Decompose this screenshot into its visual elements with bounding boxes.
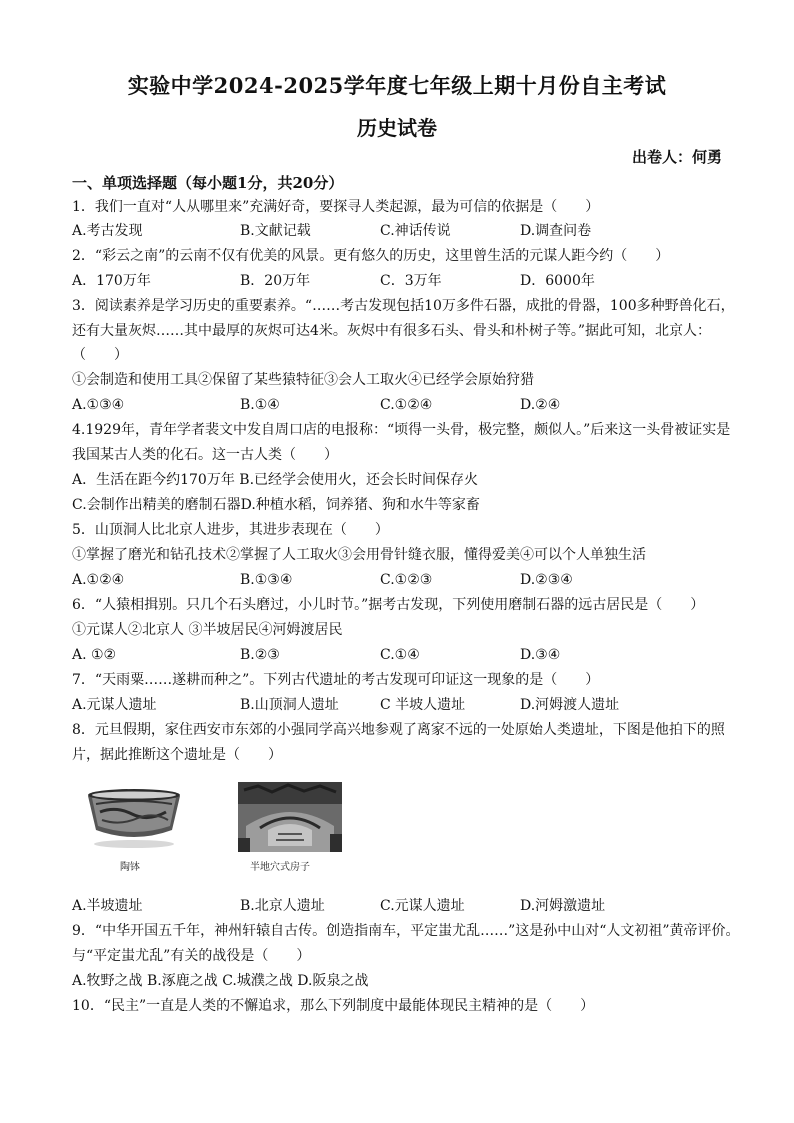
option-a: A.①②④	[72, 572, 125, 588]
pottery-bowl-caption: 陶钵	[120, 862, 140, 873]
question-3-line-2: 还有大量灰烬……其中最厚的灰烬可达4米。灰烬中有很多石头、骨头和朴树子等。”据此可知，北京人：	[72, 323, 712, 339]
question-3-line-1: 3．阅读素养是学习历史的重要素养。“……考古发现包括10万多件石器，成批的骨器，100多种野兽化石，	[72, 298, 735, 314]
question-10: 10．“民主”一直是人类的不懈追求，那么下列制度中最能体现民主精神的是（ ）	[72, 998, 595, 1014]
exam-subtitle: 历史试卷	[357, 116, 437, 140]
option-b: B.①③④	[240, 572, 293, 588]
question-4-options-cd: C.会制作出精美的磨制石器D.种植水稻，饲养猪、狗和水牛等家畜	[72, 497, 480, 513]
option-a: A.考古发现	[72, 223, 143, 239]
author-line: 出卷人：何勇	[631, 148, 722, 166]
option-a: A．170万年	[72, 273, 151, 289]
question-4-line-2: 我国某古人类的化石。这一古人类（ ）	[72, 447, 338, 463]
option-d: D.河姆激遗址	[520, 898, 606, 914]
question-9-options: A.牧野之战 B.涿鹿之战 C.城濮之战 D.阪泉之战	[72, 973, 369, 989]
option-b: B．20万年	[240, 273, 311, 289]
question-2-options	[72, 272, 732, 290]
house-caption: 半地穴式房子	[250, 862, 310, 873]
question-8-line-1: 8．元旦假期，家住西安市东郊的小强同学高兴地参观了离家不远的一处原始人类遗址，下图是他拍下的照	[72, 722, 725, 738]
question-5-options	[72, 571, 732, 589]
option-b: B.北京人遗址	[240, 898, 325, 914]
question-9-line-2: 与“平定蚩尤乱”有关的战役是（ ）	[72, 948, 311, 964]
option-c: C.①②③	[380, 572, 433, 588]
option-a: A.半坡遗址	[72, 898, 143, 914]
question-3-options	[72, 396, 732, 414]
question-9-line-1: 9．“中华开国五千年，神州轩辕自古传。创造指南车，平定蚩尤乱……”这是孙中山对“人文初祖”黄帝评价。	[72, 923, 740, 939]
question-5: 5．山顶洞人比北京人进步，其进步表现在（ ）	[72, 522, 389, 538]
option-d: D.调查问卷	[520, 223, 592, 239]
option-a: A.①③④	[72, 397, 125, 413]
question-3-statements: ①会制造和使用工具②保留了某些猿特征③会人工取火④已经学会原始狩猎	[72, 372, 534, 388]
question-7: 7．“天雨粟……遂耕而种之”。下列古代遗址的考古发现可印证这一现象的是（ ）	[72, 672, 600, 688]
option-b: B.山顶洞人遗址	[240, 697, 339, 713]
option-d: D.②③④	[520, 572, 573, 588]
option-c: C.神话传说	[380, 223, 451, 239]
question-6: 6．“人猿相揖别。只几个石头磨过，小儿时节。”据考古发现，下列使用磨制石器的远古居民是（ ）	[72, 597, 705, 613]
option-b: B.文献记载	[240, 223, 311, 239]
question-1: 1．我们一直对“人从哪里来”充满好奇，要探寻人类起源，最为可信的依据是（ ）	[72, 199, 600, 215]
question-2: 2．“彩云之南”的云南不仅有优美的风景。更有悠久的历史，这里曾生活的元谋人距今约（ ）	[72, 248, 670, 264]
option-a: A.元谋人遗址	[72, 697, 157, 713]
question-8-options	[72, 897, 732, 915]
option-d: D.②④	[520, 397, 561, 413]
question-4-options-ab: A．生活在距今约170万年 B.已经学会使用火，还会长时间保存火	[72, 472, 479, 488]
question-1-options	[72, 222, 732, 240]
question-6-statements: ①元谋人②北京人 ③半坡居民④河姆渡居民	[72, 622, 343, 638]
option-c: C 半坡人遗址	[380, 697, 466, 713]
option-b: B.②③	[240, 647, 280, 663]
question-3-line-3: （ ）	[72, 347, 128, 363]
option-b: B.①④	[240, 397, 280, 413]
option-c: C.元谋人遗址	[380, 898, 465, 914]
option-c: C.①②④	[380, 397, 433, 413]
pottery-bowl-image	[82, 782, 186, 852]
question-8-line-2: 片，据此推断这个遗址是（ ）	[72, 747, 282, 763]
question-6-options	[72, 646, 732, 664]
question-8-figure	[82, 782, 362, 882]
option-c: C.①④	[380, 647, 420, 663]
question-7-options	[72, 696, 732, 714]
option-d: D.河姆渡人遗址	[520, 697, 620, 713]
section-title: 一、单项选择题（每小题1分，共20分）	[72, 174, 344, 192]
option-d: D．6000年	[520, 273, 595, 289]
semi-subterranean-house-image	[238, 782, 342, 852]
option-c: C．3万年	[380, 273, 442, 289]
option-a: A. ①②	[72, 647, 117, 663]
question-4-line-1: 4.1929年，青年学者裴文中发自周口店的电报称：“顷得一头骨，极完整，颇似人。”后来这一头骨被证实是	[72, 422, 731, 438]
exam-title: 实验中学2024-2025学年度七年级上期十月份自主考试	[127, 73, 667, 98]
question-5-statements: ①掌握了磨光和钻孔技术②掌握了人工取火③会用骨针缝衣服，懂得爱美④可以个人单独生活	[72, 547, 646, 563]
option-d: D.③④	[520, 647, 561, 663]
